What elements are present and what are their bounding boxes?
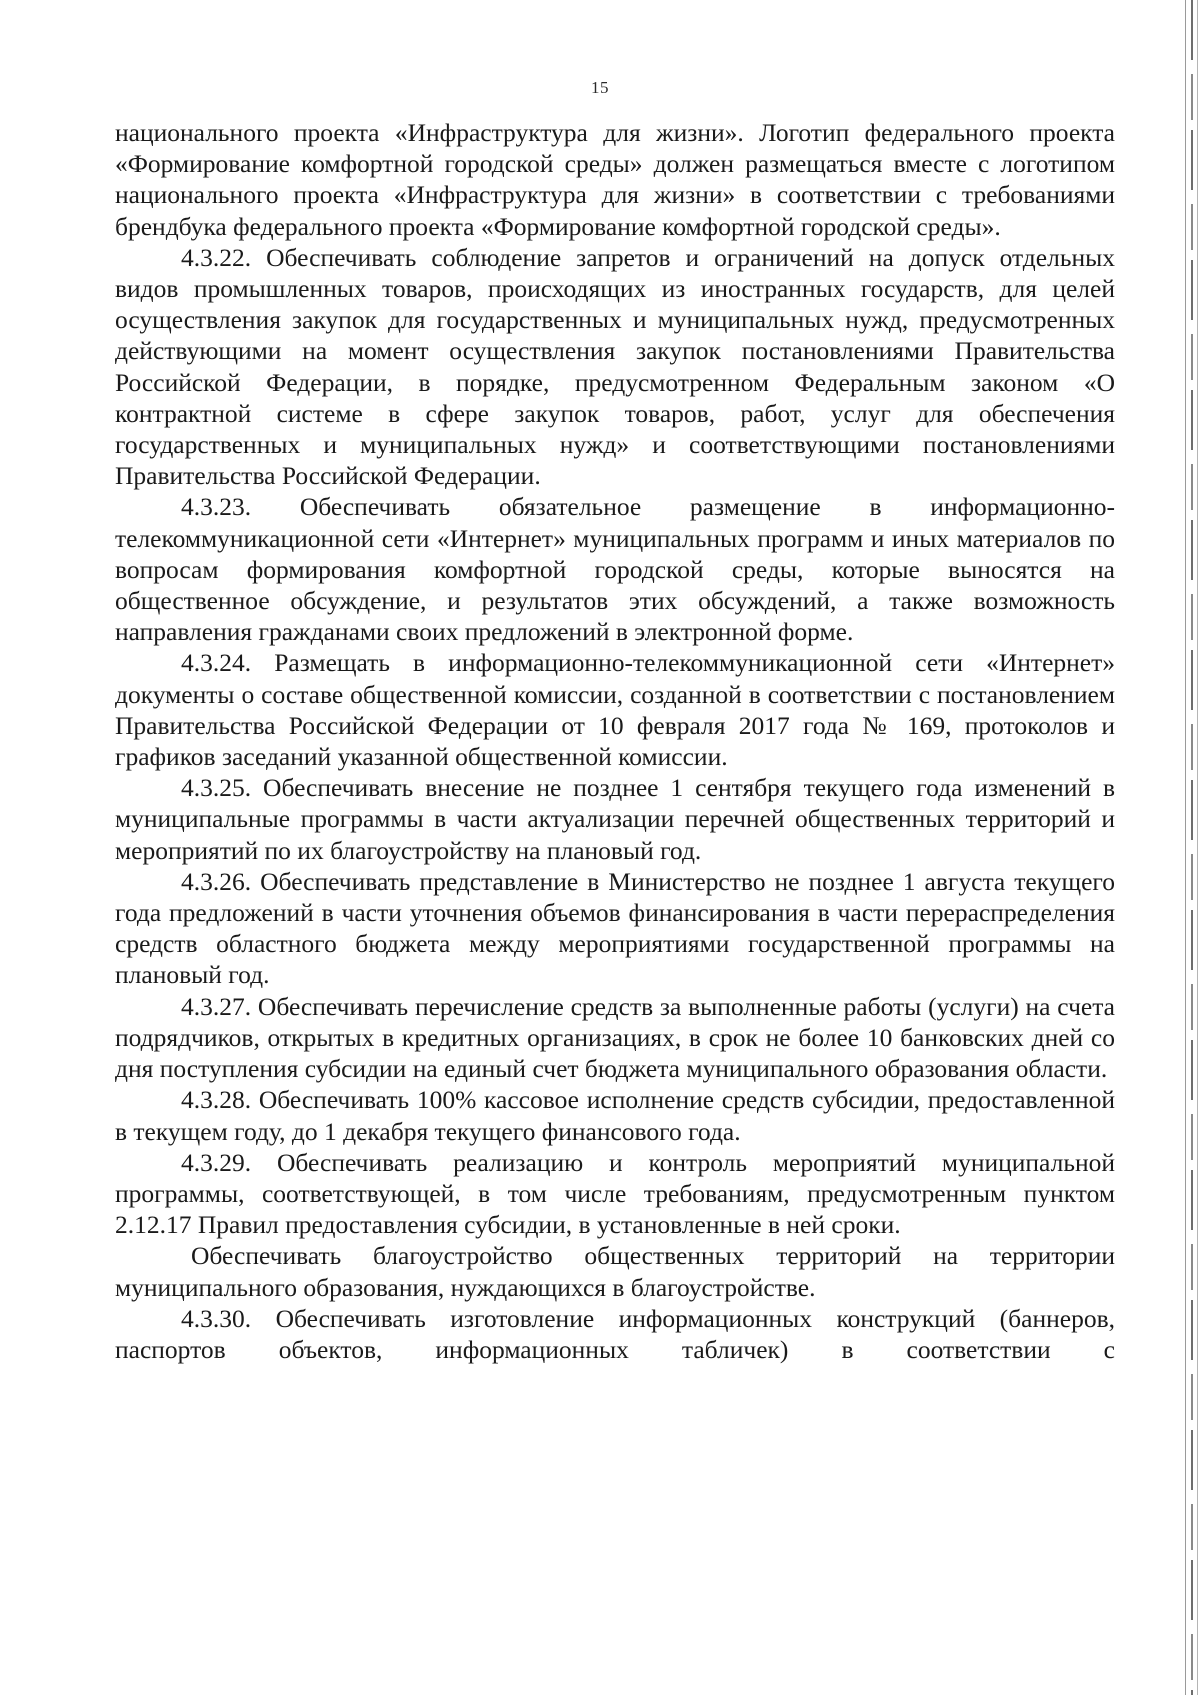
paragraph-4-3-24: 4.3.24. Размещать в информационно-телекоммуникационной сети «Интернет» документы о составе общественной комиссии, созданной в соответствии с постановлением Правительства Российской Федерации от 10 февраля 2017 года № 169, протоколов и графиков заседаний указанной общественной комиссии. xyxy=(115,648,1115,772)
paragraph-4-3-26: 4.3.26. Обеспечивать представление в Министерство не позднее 1 августа текущего года предложений в части уточнения объемов финансирования в части перераспределения средств областного бюджета между мероприятиями государственной программы на плановый год. xyxy=(115,866,1115,990)
paragraph-4-3-25: 4.3.25. Обеспечивать внесение не позднее 1 сентября текущего года изменений в муниципальные программы в части актуализации перечней общественных территорий и мероприятий по их благоустройству на плановый год. xyxy=(115,773,1115,865)
paragraph-4-3-22: 4.3.22. Обеспечивать соблюдение запретов и ограничений на допуск отдельных видов промышленных товаров, происходящих из иностранных государств, для целей осуществления закупок для государственных и муниципальных нужд, предусмотренных действующими на момент осуществления закупок постановлениями Правительства Российской Федерации, в порядке, предусмотренном Федеральным законом «О контрактной системе в сфере закупок товаров, работ, услуг для обеспечения государственных и муниципальных нужд» и соответствующими постановлениями Правительства Российской Федерации. xyxy=(115,242,1115,491)
edge-line xyxy=(1185,0,1186,1695)
paragraph-4-3-29: 4.3.29. Обеспечивать реализацию и контроль мероприятий муниципальной программы, соответствующей, в том числе требованиям, предусмотренным пунктом 2.12.17 Правил предоставления субсидии, в установленные в ней сроки. xyxy=(115,1147,1115,1240)
paragraph-4-3-28: 4.3.28. Обеспечивать 100% кассовое исполнение средств субсидии, предоставленной в текущем году, до 1 декабря текущего финансового года. xyxy=(115,1085,1115,1146)
page-number: 15 xyxy=(591,78,609,97)
paragraph-4-3-27: 4.3.27. Обеспечивать перечисление средств за выполненные работы (услуги) на счета подрядчиков, открытых в кредитных организациях, в срок не более 10 банковских дней со дня поступления субсидии на единый счет бюджета муниципального образования области. xyxy=(115,991,1115,1084)
document-body xyxy=(115,117,1115,1365)
paragraph-4-3-23: 4.3.23. Обеспечивать обязательное размещение в информационно-телекоммуникационной сети «Интернет» муниципальных программ и иных материалов по вопросам формирования комфортной городской среды, которые выносятся на общественное обсуждение, и результатов этих обсуждений, а также возможность направления гражданами своих предложений в электронной форме. xyxy=(115,492,1115,647)
paragraph-improvement: Обеспечивать благоустройство общественных территорий на территории муниципального образования, нуждающихся в благоустройстве. xyxy=(115,1241,1115,1302)
paragraph-4-3-30: 4.3.30. Обеспечивать изготовление информационных конструкций (баннеров, паспортов объектов, информационных табличек) в соответствии с xyxy=(115,1303,1115,1364)
binding-edge-marks xyxy=(1182,0,1200,1695)
edge-line xyxy=(1197,0,1198,1695)
edge-line xyxy=(1191,0,1193,1695)
paragraph-continuation: национального проекта «Инфраструктура для жизни». Логотип федерального проекта «Формирование комфортной городской среды» должен размещаться вместе с логотипом национального проекта «Инфраструктура для жизни» в соответствии с требованиями брендбука федерального проекта «Формирование комфортной городской среды». xyxy=(115,118,1115,241)
